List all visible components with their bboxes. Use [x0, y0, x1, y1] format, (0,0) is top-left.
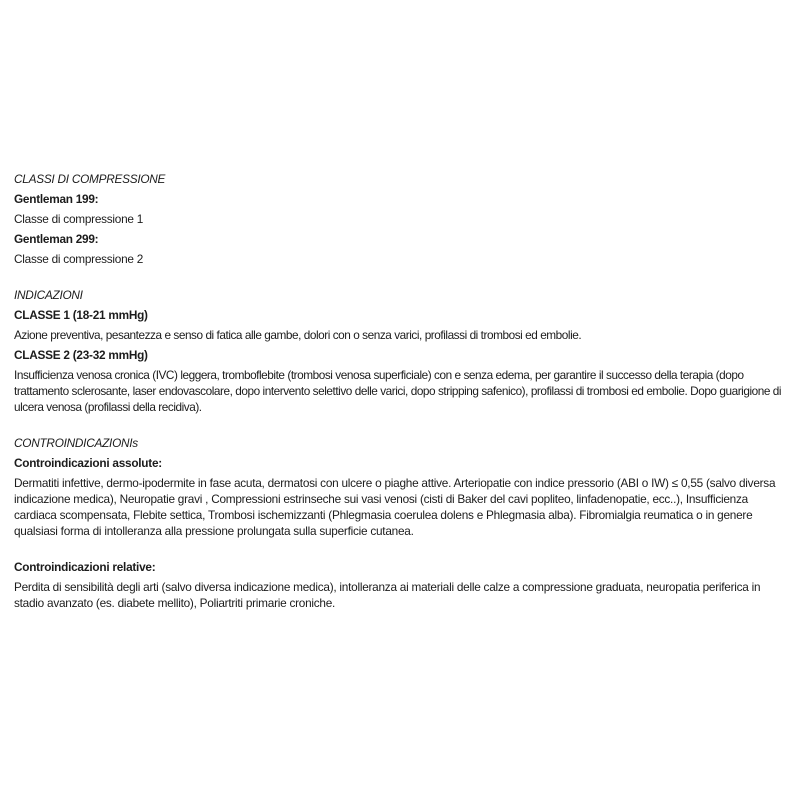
section-heading-classi-di-compressione: CLASSI DI COMPRESSIONE [14, 172, 166, 186]
term-label-classe-1: CLASSE 1 (18-21 mmHg) [14, 308, 148, 322]
paragraph-controindicazioni-assolute: Dermatiti infettive, dermo-ipodermite in fase acuta, dermatosi con ulcere o piaghe attive. Arteriopatie con indice pressorio (ABI o IW) ≤ 0,55 (salvo diversa indicazione medica), Neuropatie gravi , Compressioni estrinseche sui vasi venosi (cisti di Baker del cavi popliteo, linfadenopatie, ecc..), Insufficienza cardiaca scompensata, Flebite settica, Trombosi ischemizzanti (Phlegmasia coerulea dolens e Phlegmasia alba). Fibromialgia reumatica o in genere qualsiasi forma di intolleranza alla pressione prolungata sulla superficie cutanea. [14, 476, 776, 538]
paragraph-controindicazioni-relative: Perdita di sensibilità degli arti (salvo diversa indicazione medica), intolleranza ai materiali delle calze a compressione graduata, neuropatia periferica in stadio avanzato (es. diabete mellito), Poliartriti primarie croniche. [14, 580, 761, 610]
term-label-gentleman-199: Gentleman 199: [14, 192, 99, 206]
section-heading-indicazioni: INDICAZIONI [14, 288, 83, 302]
paragraph-indicazioni-classe-1: Azione preventiva, pesantezza e senso di fatica alle gambe, dolori con o senza varici, profilassi di trombosi ed embolie. [14, 328, 582, 342]
term-label-controindicazioni-assolute: Controindicazioni assolute: [14, 456, 162, 470]
section-heading-controindicazioni: CONTROINDICAZIONIs [14, 436, 138, 450]
term-label-gentleman-299: Gentleman 299: [14, 232, 99, 246]
paragraph-classe-compressione-1: Classe di compressione 1 [14, 212, 144, 226]
term-label-classe-2: CLASSE 2 (23-32 mmHg) [14, 348, 148, 362]
paragraph-indicazioni-classe-2: Insufficienza venosa cronica (IVC) leggera, tromboflebite (trombosi venosa superficiale) con e senza edema, per garantire il successo della terapia (dopo trattamento sclerosante, laser endovascolare, dopo intervento selettivo delle varici, dopo stripping safenico), profilassi di trombosi ed embolie. Dopo guarigione di ulcera venosa (profilassi della recidiva). [14, 368, 782, 414]
term-label-controindicazioni-relative: Controindicazioni relative: [14, 560, 156, 574]
paragraph-classe-compressione-2: Classe di compressione 2 [14, 252, 144, 266]
